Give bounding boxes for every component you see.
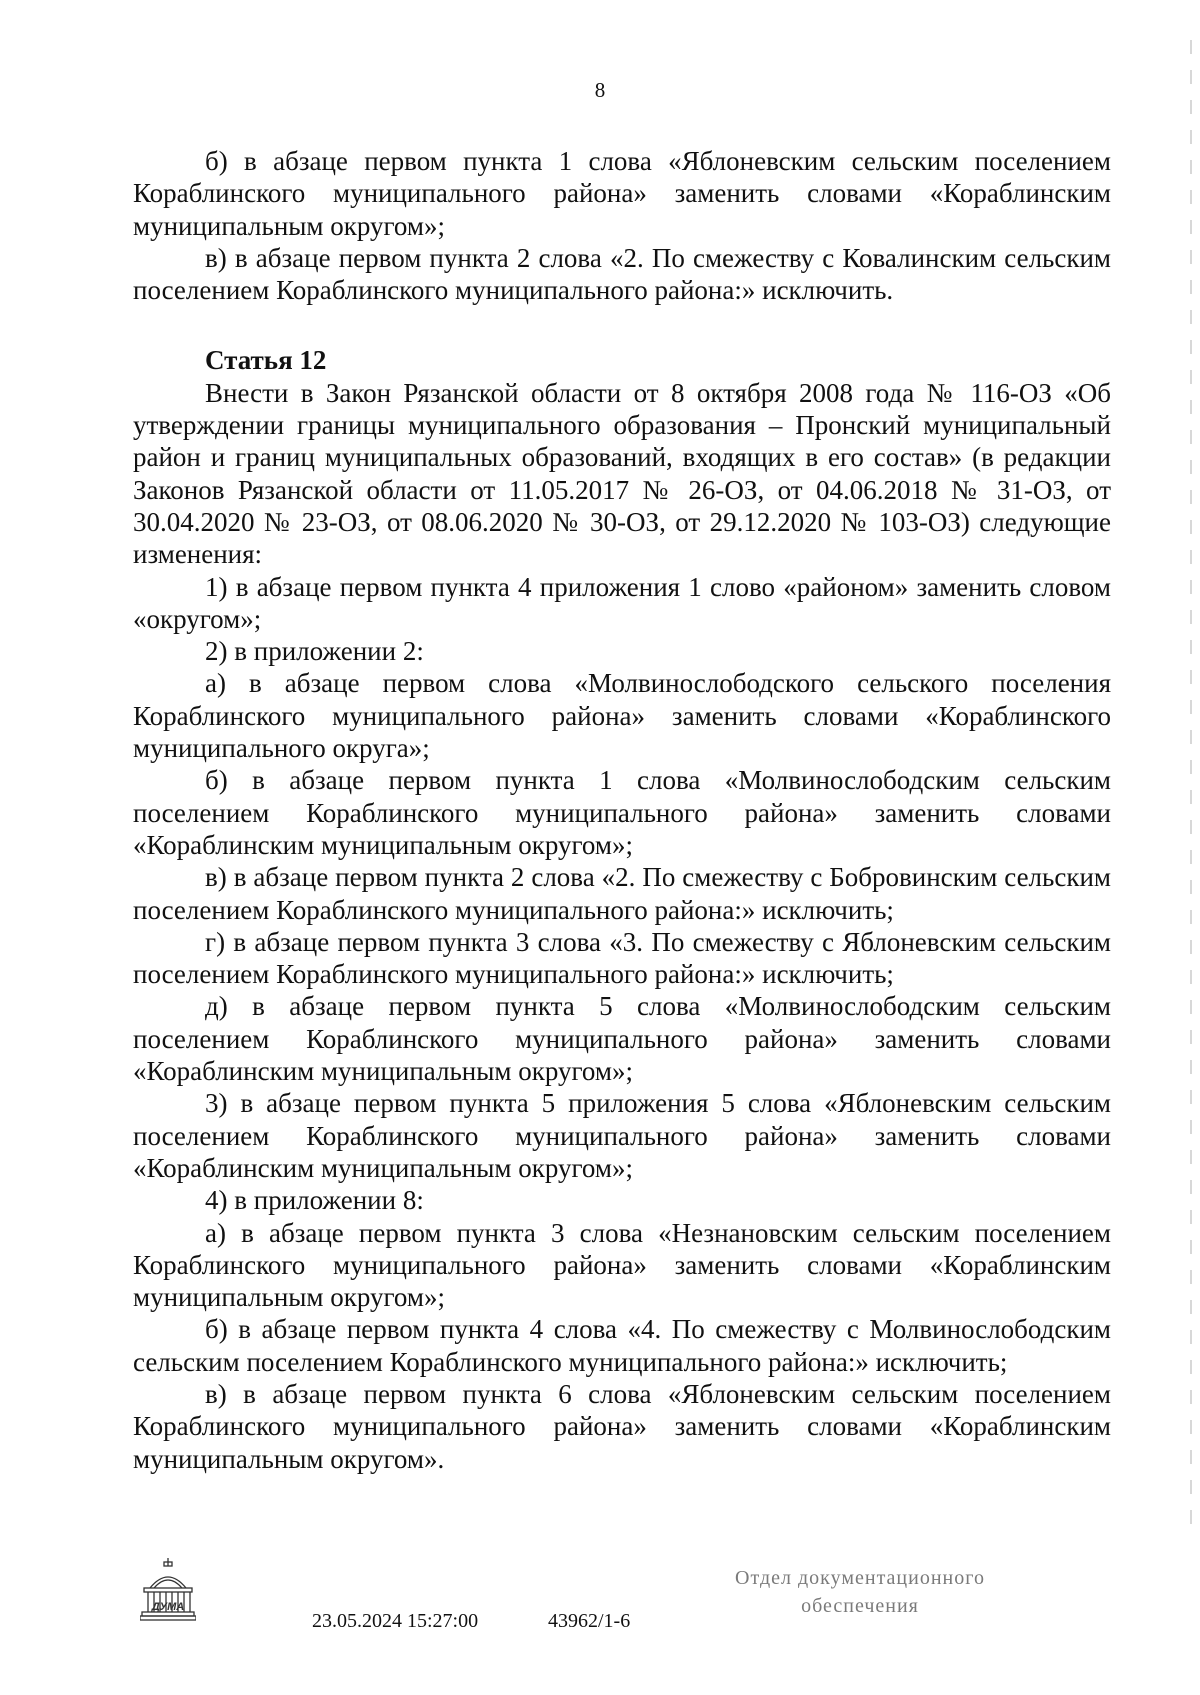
paragraph: в) в абзаце первом пункта 6 слова «Яблоневским сельским поселением Кораблинского муниципального района» заменить словами «Кораблинским муниципальным округом». (133, 1378, 1111, 1474)
document-body (133, 145, 1111, 1475)
paragraph: Внести в Закон Рязанской области от 8 октября 2008 года № 116-ОЗ «Об утверждении границы муниципального образования – Пронский муниципальный район и границ муниципальных образований, входящих в его состав» (в редакции Законов Рязанской области от 11.05.2017 № 26-ОЗ, от 04.06.2018 № 31-ОЗ, от 30.04.2020 № 23-ОЗ, от 08.06.2020 № 30-ОЗ, от 29.12.2020 № 103-ОЗ) следующие изменения: (133, 377, 1111, 570)
paragraph: в) в абзаце первом пункта 2 слова «2. По смежеству с Ковалинским сельским поселением Кораблинского муниципального района:» исключить. (133, 242, 1111, 306)
paragraph: г) в абзаце первом пункта 3 слова «3. По смежеству с Яблоневским сельским поселением Кораблинского муниципального района:» исключить; (133, 926, 1111, 990)
paragraph: в) в абзаце первом пункта 2 слова «2. По смежеству с Бобровинским сельским поселением Кораблинского муниципального района:» исключить; (133, 862, 1111, 925)
paragraph: а) в абзаце первом пункта 3 слова «Незнановским сельским поселением Кораблинского муниципального района» заменить словами «Кораблинским муниципальным округом»; (133, 1217, 1111, 1313)
paragraph: 4) в приложении 8: (205, 1185, 424, 1216)
paragraph: б) в абзаце первом пункта 1 слова «Молвинослободским сельским поселением Кораблинского муниципального района» заменить словами «Кораблинским муниципальным округом»; (133, 765, 1111, 860)
logo-text: ДУМА (151, 1601, 185, 1613)
paragraph: а) в абзаце первом слова «Молвинослободского сельского поселения Кораблинского муниципального района» заменить словами «Кораблинского муниципального округа»; (133, 668, 1111, 764)
article-heading: Статья 12 (205, 345, 327, 376)
department-stamp (700, 1564, 1020, 1620)
stamp-line: Отдел документационного (735, 1567, 985, 1589)
paragraph: 3) в абзаце первом пункта 5 приложения 5 слова «Яблоневским сельским поселением Кораблинского муниципального района» заменить словами «Кораблинским муниципальным округом»; (133, 1088, 1111, 1183)
scan-edge-artifact (1190, 40, 1192, 1540)
footer-doc-number: 43962/1-6 (548, 1610, 631, 1632)
paragraph: б) в абзаце первом пункта 1 слова «Яблоневским сельским поселением Кораблинского муниципального района» заменить словами «Кораблинским муниципальным округом»; (133, 146, 1111, 241)
paragraph: 2) в приложении 2: (205, 636, 424, 667)
footer-datetime: 23.05.2024 15:27:00 (312, 1610, 479, 1632)
paragraph: б) в абзаце первом пункта 4 слова «4. По смежеству с Молвинослободским сельским поселением Кораблинского муниципального района:» исключить; (133, 1314, 1111, 1377)
stamp-line: обеспечения (801, 1595, 919, 1617)
paragraph: д) в абзаце первом пункта 5 слова «Молвинослободским сельским поселением Кораблинского муниципального района» заменить словами «Кораблинским муниципальным округом»; (133, 991, 1111, 1087)
duma-logo-svg (140, 1556, 196, 1628)
page-number: 8 (594, 78, 606, 102)
paragraph: 1) в абзаце первом пункта 4 приложения 1 слово «районом» заменить словом «округом»; (133, 571, 1111, 634)
duma-building-icon (140, 1556, 196, 1628)
